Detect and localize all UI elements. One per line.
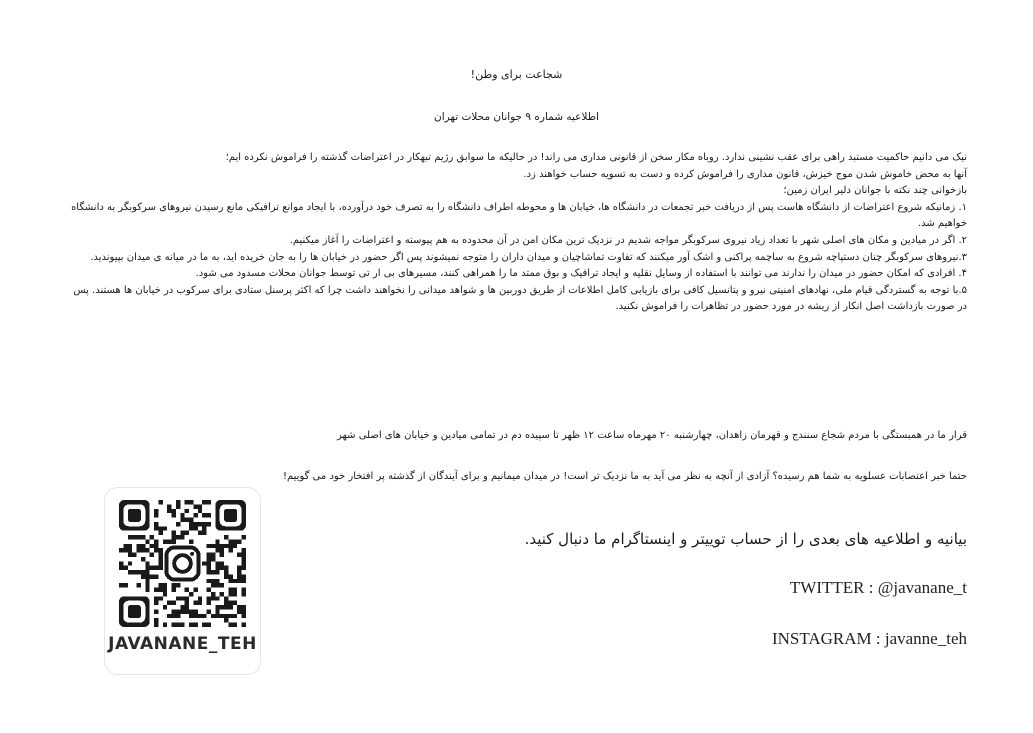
qr-card[interactable]: [104, 487, 261, 675]
point-item: ۱. زمانیکه شروع اعتراضات از دانشگاه هاست پس از دریافت خبر تجمعات در دانشگاه ها، خیابان ها و محوطه اطراف دانشگاه را به تصرف خود درآورده، با ایجاد موانع ترافیکی مانع رسیدن نیروهای سرکوبگر به دانشگاه خواهیم شد.: [71, 201, 967, 230]
follow-instruction: بیانیه و اطلاعیه های بعدی را از حساب توییتر و اینستاگرام ما دنبال کنید.: [524, 530, 967, 548]
point-item: ۲. اگر در میادین و مکان های اصلی شهر با تعداد زیاد نیروی سرکوبگر مواجه شدیم در نزدیک ترین مکان امن در آن محدوده به هم پیوسته و اعتراضات را آغاز میکنیم.: [289, 234, 967, 246]
qr-code[interactable]: [119, 500, 246, 627]
intro-paragraph: [62, 150, 967, 316]
intro-line: نیک می دانیم حاکمیت مستبد راهی برای عقب نشینی ندارد. روباه مکار سخن از قانونی مداری می راند! در حالیکه ما سوابق رژیم تبهکار در اعتراضات گذشته را فراموش نکرده ایم؛: [225, 152, 967, 163]
point-item: ۳.نیروهای سرکوبگر چنان دستپاچه شروع به ساچمه پراکنی و اشک آور میکنند که تفاوت تماشاچیان و میدان داران را متوجه نمیشوند پس اگر حضور در خیابان ها را به جان خریده اید، به ما در میانه ی میدان بپیوندید.: [90, 251, 967, 263]
instagram-icon: [163, 544, 202, 583]
qr-finder-pattern: [215, 500, 246, 531]
instagram-handle: INSTAGRAM : javanne_teh: [771, 629, 967, 648]
intro-line: آنها به محض خاموش شدن موج خیزش، قانون مداری را فراموش کرده و دست به تسویه حساب خواهند زد.: [523, 168, 967, 180]
closing-paragraph: حتما خبر اعتصابات عسلویه به شما هم رسیده؟ آزادی از آنچه به نظر می آید به ما نزدیک تر است! در میدان میمانیم و برای آیندگان از گذشته پر افتخار خود می گوییم!: [283, 471, 967, 482]
qr-finder-pattern: [119, 500, 150, 531]
twitter-handle: TWITTER : @javanane_t: [789, 578, 967, 597]
qr-finder-pattern: [119, 596, 150, 627]
rally-paragraph: قرار ما در همبستگی با مردم شجاع سنندج و قهرمان زاهدان، چهارشنبه ۲۰ مهرماه ساعت ۱۲ ظهر تا سپیده دم در تمامی میادین و خیابان های اصلی شهر: [337, 430, 967, 441]
point-item: ۵.با توجه به گستردگی قیام ملی، نهادهای امنیتی نیرو و پتانسیل کافی برای بازیابی کامل اطلاعات از طریق دوربین ها و شواهد میدانی را نخواهند داشت چرا که اکثر پرسنل ستادی برای سرکوب در خیابان ها هستند. پس در صورت بازداشت اصل انکار از ریشه در مورد حضور در تظاهرات را فراموش نکنید.: [73, 284, 967, 313]
slogan: شجاعت برای وطن!: [470, 68, 563, 81]
notice-title: اطلاعیه شماره ۹ جوانان محلات تهران: [434, 111, 599, 123]
intro-line: بازخوانی چند نکته با جوانان دلیر ایران زمین؛: [783, 185, 967, 197]
point-item: ۴. افرادی که امکان حضور در میدان را ندارند می توانند با استفاده از وسایل نقلیه و ایجاد ترافیک و بوق ممتد ما را همراهی کنند، مسیرهای بی ار تی توسط جوانان محلات مسدود می شود.: [195, 268, 967, 280]
qr-handle: JAVANANE_TEH: [108, 634, 257, 654]
